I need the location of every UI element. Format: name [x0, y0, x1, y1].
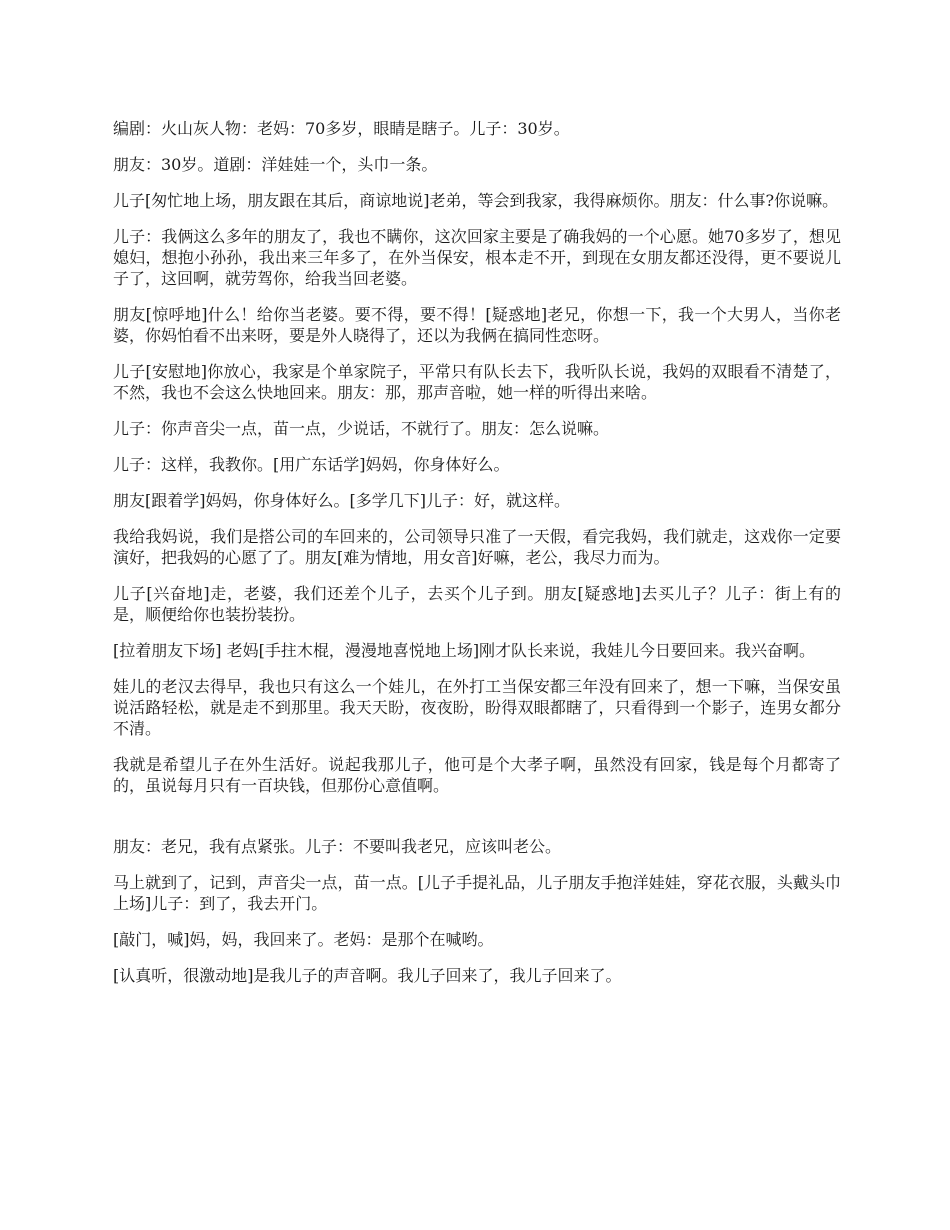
paragraph-5: 朋友[惊呼地]什么！给你当老婆。要不得，要不得！[疑惑地]老兄，你想一下，我一个大男人，当你老婆，你妈怕看不出来呀，要是外人晓得了，还以为我俩在搞同性恋呀。: [113, 305, 841, 345]
paragraph-2: 朋友：30岁。道剧：洋娃娃一个，头巾一条。: [113, 155, 438, 174]
paragraph-18: [认真听，很激动地]是我儿子的声音啊。我儿子回来了，我儿子回来了。: [113, 966, 622, 985]
paragraph-14: 我就是希望儿子在外生活好。说起我那儿子，他可是个大孝子啊，虽然没有回家，钱是每个月都寄了的，虽说每月只有一百块钱，但那份心意值啊。: [113, 755, 841, 795]
paragraph-4: 儿子：我俩这么多年的朋友了，我也不瞒你，这次回家主要是了确我妈的一个心愿。她70多岁了，想见媳妇，想抱小孙孙，我出来三年多了，在外当保安，根本走不开，到现在女朋友都还没得，更不要说儿子了，这回啊，就劳驾你，给我当回老婆。: [113, 227, 841, 288]
paragraph-11: 儿子[兴奋地]走，老婆，我们还差个儿子，去买个儿子到。朋友[疑惑地]去买儿子？儿子：街上有的是，顺便给你也装扮装扮。: [113, 584, 841, 624]
paragraph-13: 娃儿的老汉去得早，我也只有这么一个娃儿，在外打工当保安都三年没有回来了，想一下嘛，当保安虽说活路轻松，就是走不到那里。我天天盼，夜夜盼，盼得双眼都瞎了，只看得到一个影子，连男女都分不清。: [113, 677, 841, 738]
paragraph-10: 我给我妈说，我们是搭公司的车回来的，公司领导只准了一天假，看完我妈，我们就走，这戏你一定要演好，把我妈的心愿了了。朋友[难为情地，用女音]好嘛，老公，我尽力而为。: [113, 527, 841, 567]
paragraph-16: 马上就到了，记到，声音尖一点，苗一点。[儿子手提礼品，儿子朋友手抱洋娃娃，穿花衣服，头戴头巾上场]儿子：到了，我去开门。: [113, 873, 841, 913]
paragraph-12: [拉着朋友下场] 老妈[手拄木棍，漫漫地喜悦地上场]刚才队长来说，我娃儿今日要回来。我兴奋啊。: [113, 641, 816, 660]
paragraph-9: 朋友[跟着学]妈妈，你身体好么。[多学几下]儿子：好，就这样。: [113, 491, 570, 510]
paragraph-6: 儿子[安慰地]你放心，我家是个单家院子，平常只有队长去下，我听队长说，我妈的双眼看不清楚了，不然，我也不会这么快地回来。朋友：那，那声音啦，她一样的听得出来啥。: [113, 362, 841, 402]
paragraph-15: 朋友：老兄，我有点紧张。儿子：不要叫我老兄，应该叫老公。: [113, 837, 562, 856]
paragraph-7: 儿子：你声音尖一点，苗一点，少说话，不就行了。朋友：怎么说嘛。: [113, 419, 610, 438]
document-page: [113, 118, 841, 1001]
paragraph-17: [敲门，喊]妈，妈，我回来了。老妈：是那个在喊哟。: [113, 930, 494, 949]
paragraph-8: 儿子：这样，我教你。[用广东话学]妈妈，你身体好么。: [113, 455, 510, 474]
paragraph-3: 儿子[匆忙地上场，朋友跟在其后，商谅地说]老弟，等会到我家，我得麻烦你。朋友：什么事?你说嘛。: [113, 191, 839, 210]
paragraph-1: 编剧：火山灰人物：老妈：70多岁，眼睛是瞎子。儿子：30岁。: [113, 119, 570, 138]
